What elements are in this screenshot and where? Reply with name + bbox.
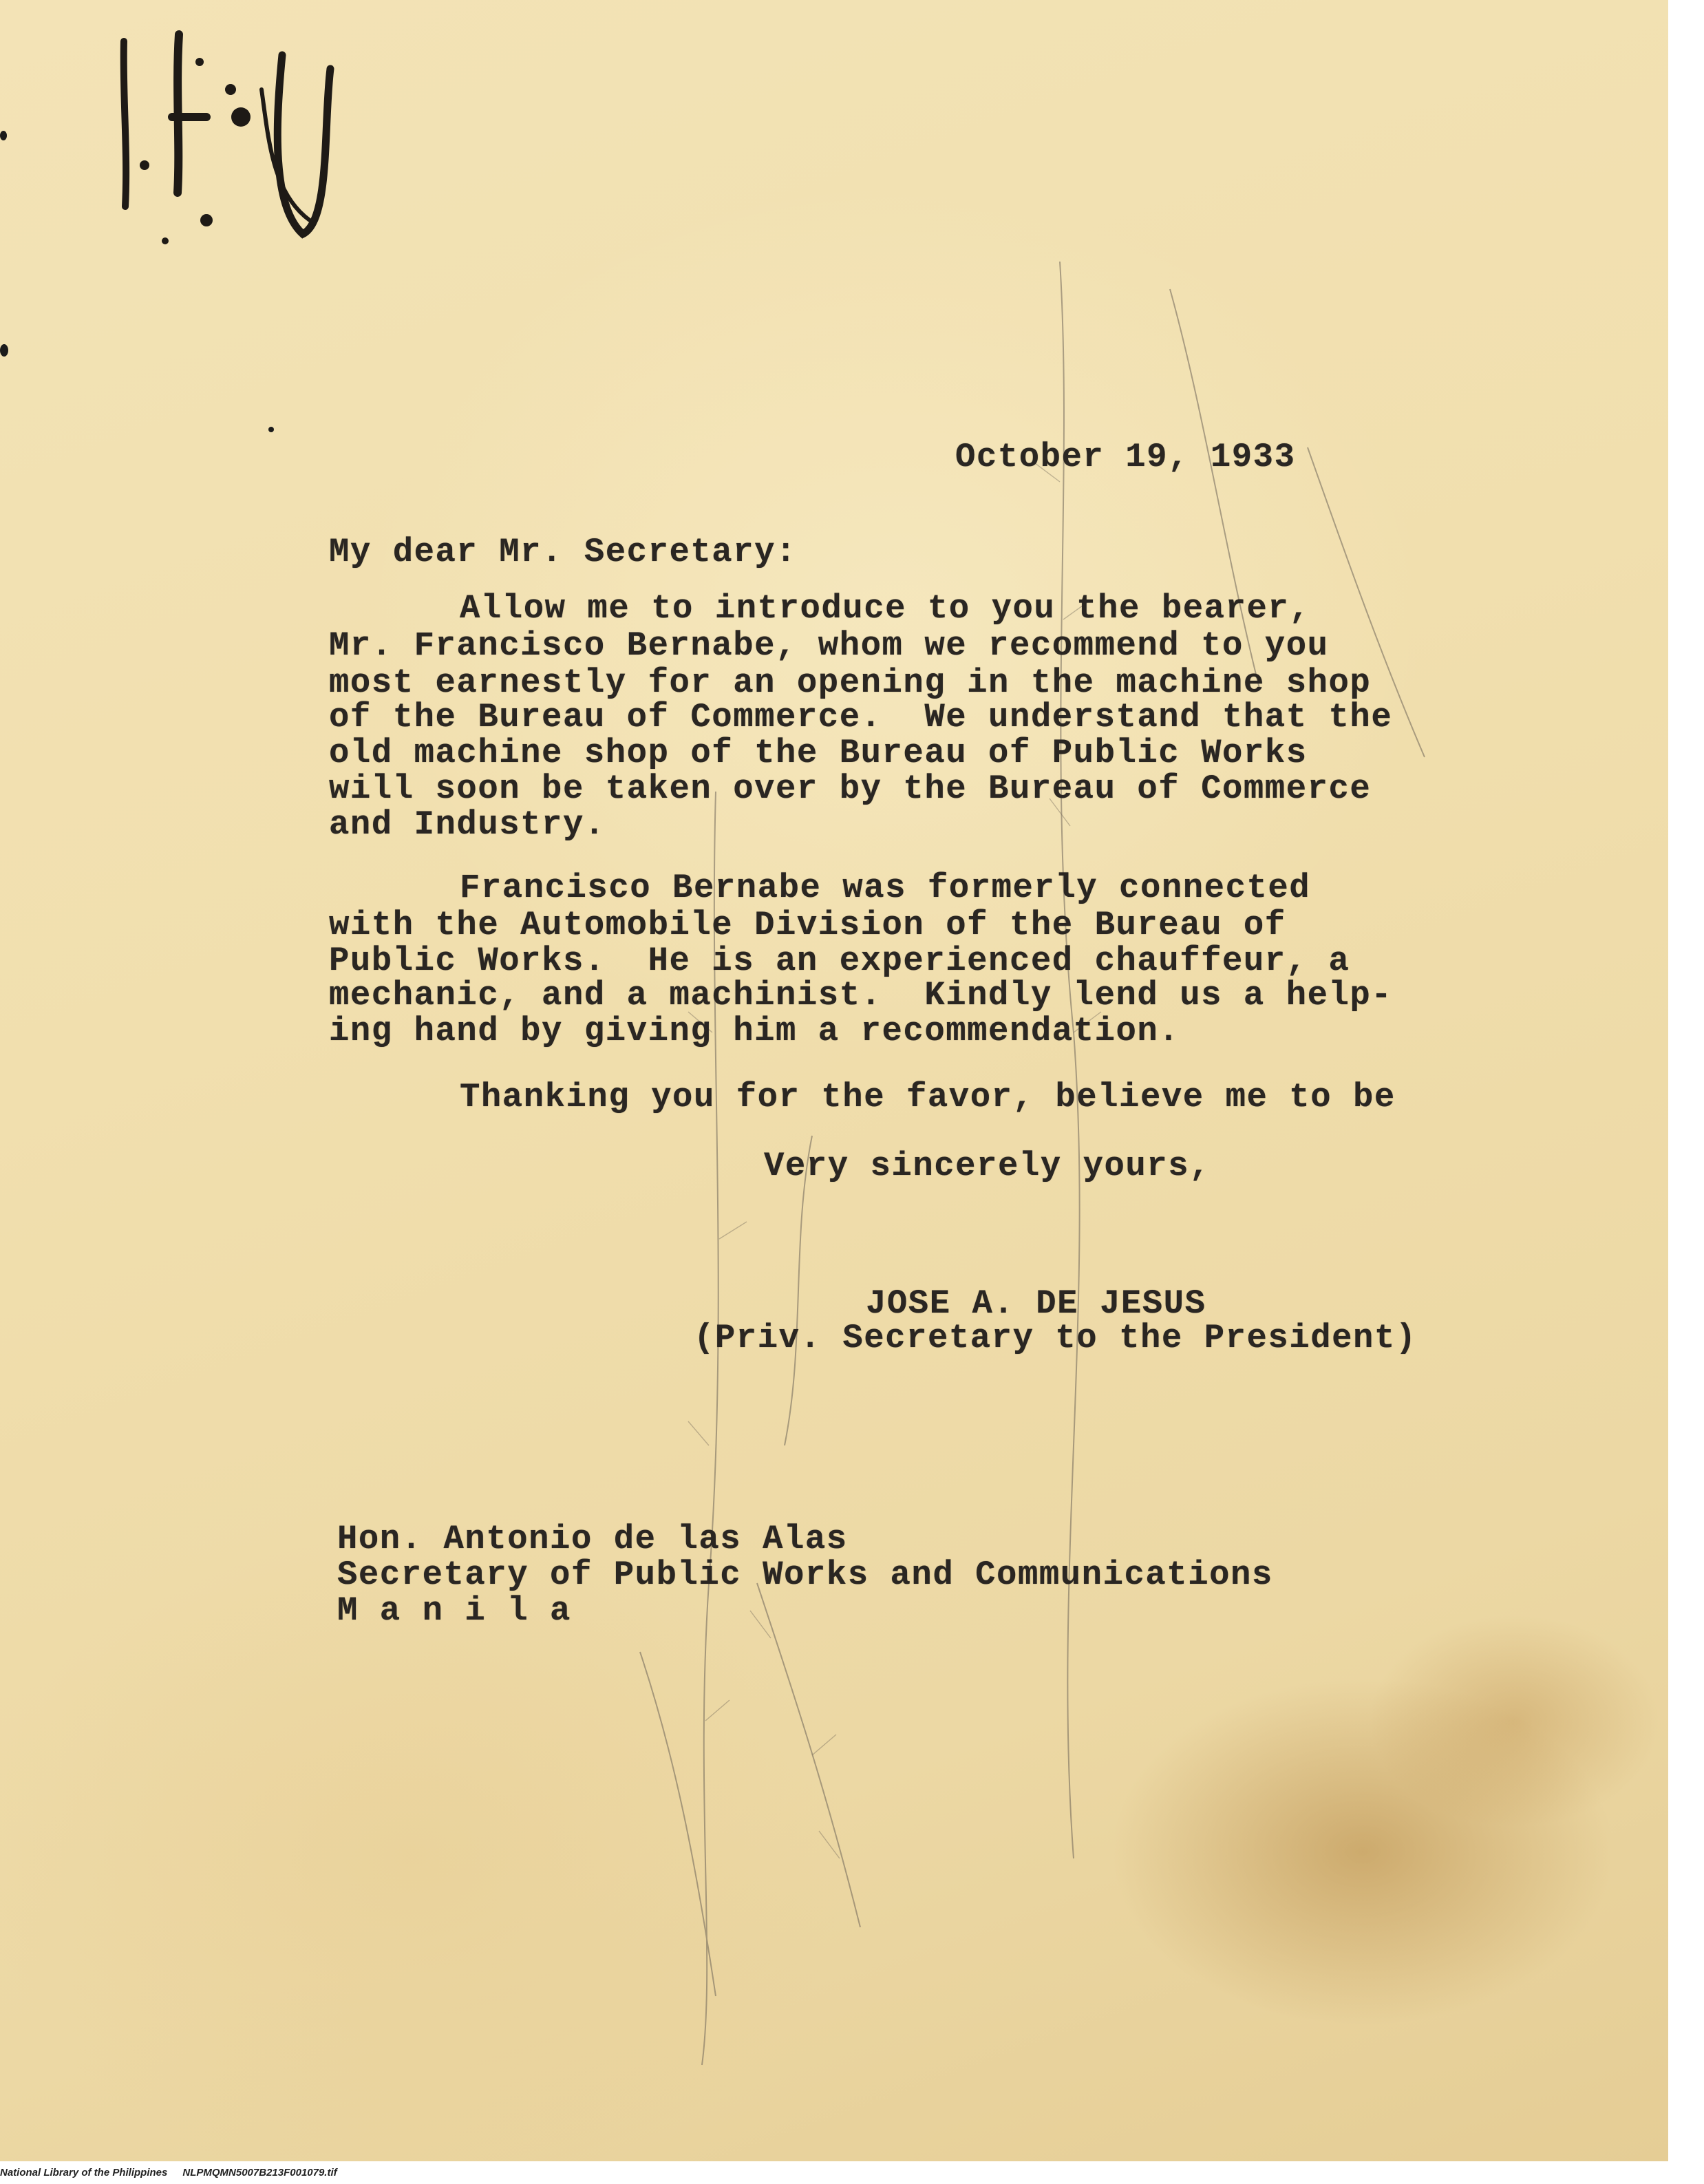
scan-border-right bbox=[1668, 0, 1704, 2184]
scan-footer bbox=[0, 2167, 352, 2178]
margin-ink-dot bbox=[0, 344, 8, 357]
paragraph-1-line: of the Bureau of Commerce. We understand that the bbox=[329, 698, 1393, 736]
addressee-line: M a n i l a bbox=[337, 1591, 571, 1630]
signature-title: (Priv. Secretary to the President) bbox=[694, 1319, 1417, 1357]
margin-ink-dot bbox=[268, 427, 274, 432]
footer-library: National Library of the Philippines bbox=[0, 2167, 168, 2178]
paragraph-2-line: Public Works. He is an experienced chauffeur, a bbox=[329, 942, 1350, 980]
footer-file-id: NLPMQMN5007B213F001079.tif bbox=[182, 2167, 337, 2178]
paragraph-1-line: and Industry. bbox=[329, 805, 606, 844]
paragraph-3: Thanking you for the favor, believe me to be bbox=[460, 1078, 1396, 1116]
paragraph-2-line: mechanic, and a machinist. Kindly lend us a help- bbox=[329, 976, 1393, 1015]
margin-ink-dot bbox=[0, 131, 7, 140]
signature-name: JOSE A. DE JESUS bbox=[866, 1284, 1206, 1323]
addressee-line: Secretary of Public Works and Communications bbox=[337, 1556, 1273, 1594]
paragraph-1-line: will soon be taken over by the Bureau of Commerce bbox=[329, 770, 1372, 808]
paragraph-1-line: Allow me to introduce to you the bearer, bbox=[460, 589, 1311, 628]
paragraph-2-line: Francisco Bernabe was formerly connected bbox=[460, 869, 1311, 907]
paragraph-2-line: ing hand by giving him a recommendation. bbox=[329, 1012, 1180, 1050]
paragraph-1-line: Mr. Francisco Bernabe, whom we recommend to you bbox=[329, 626, 1329, 665]
paragraph-1-line: old machine shop of the Bureau of Public Works bbox=[329, 734, 1308, 772]
letter-date: October 19, 1933 bbox=[955, 438, 1296, 476]
addressee-line: Hon. Antonio de las Alas bbox=[337, 1520, 848, 1558]
letter-closing: Very sincerely yours, bbox=[764, 1147, 1211, 1185]
paragraph-1-line: most earnestly for an opening in the machine shop bbox=[329, 664, 1372, 702]
letter-salutation: My dear Mr. Secretary: bbox=[329, 533, 797, 571]
paragraph-2-line: with the Automobile Division of the Bureau of bbox=[329, 906, 1286, 944]
